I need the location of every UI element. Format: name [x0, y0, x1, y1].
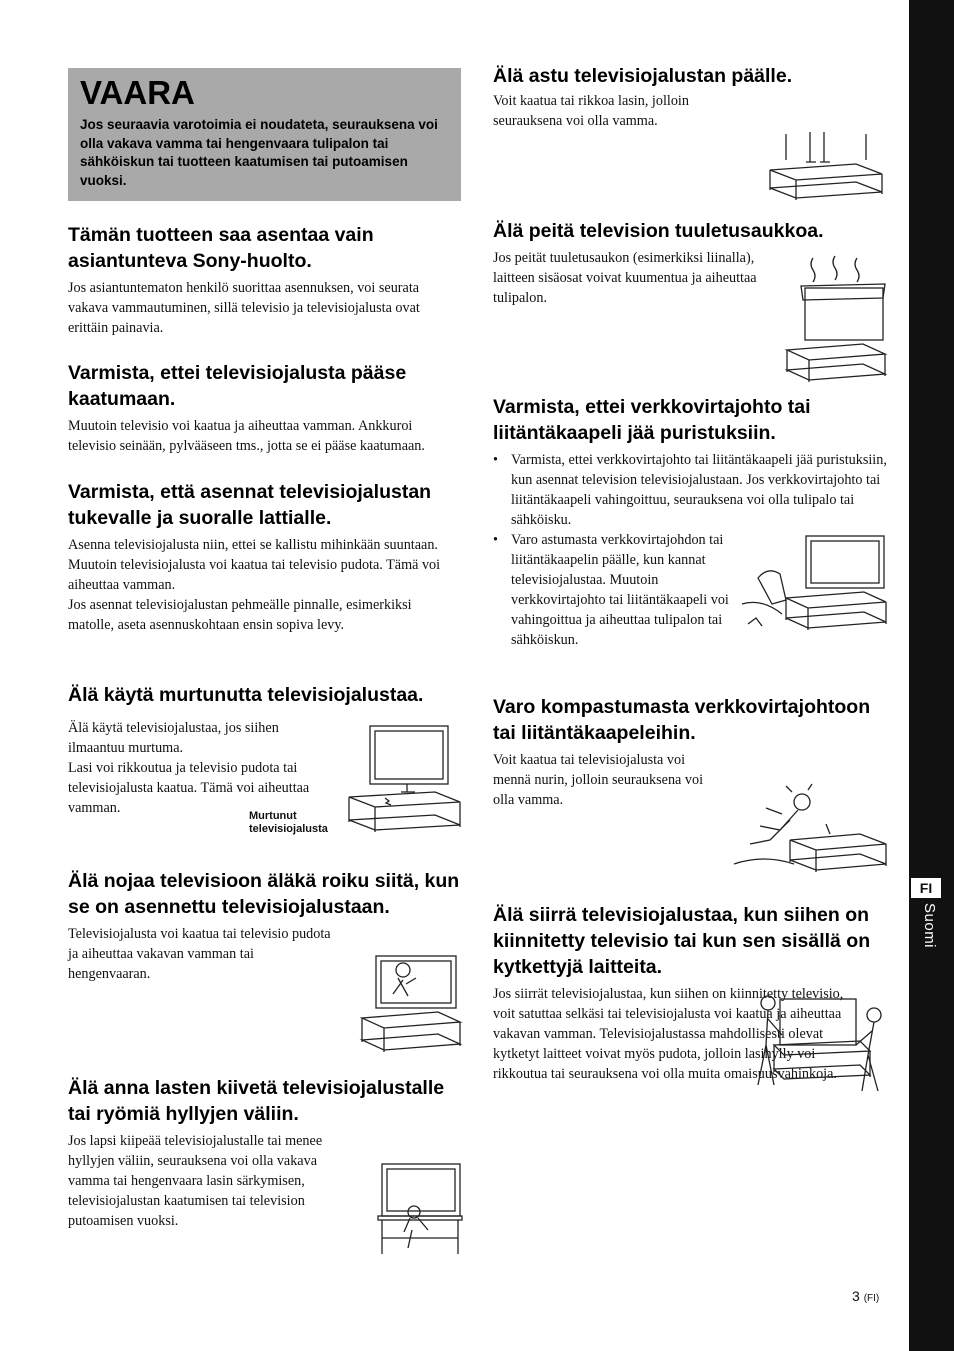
- cracked-stand-caption: Murtunut televisiojalusta: [249, 810, 328, 835]
- section-text: Asenna televisiojalusta niin, ettei se kallistu mihinkään suuntaan. Muutoin televisiojalusta voi kaatua tai televisio pudota. Tämä voi aiheuttaa vamman.: [68, 537, 441, 593]
- moving-stand-illustration: [750, 985, 888, 1100]
- bullet-item: • Varmista, ettei verkkovirtajohto tai liitäntäkaapeli jää puristuksiin, kun asennat television televisiojalustaan. Jos verkkovirtajohto tai liitäntäkaapeli vahingoittuu, seurauksena voi olla tulipalo tai sähköisku.: [493, 450, 888, 530]
- section-heading: Älä peitä television tuuletusaukkoa.: [493, 220, 824, 242]
- section-tipping: [68, 360, 461, 456]
- danger-title: VAARA: [80, 74, 195, 111]
- bullet-item: • Varo astumasta verkkovirtajohdon tai liitäntäkaapelin päälle, kun kannat televisiojalustaa. Muutoin verkkovirtajohto tai liitäntäkaapeli voi vahingoittua ja aiheuttaa tulipalon tai sähköiskun.: [493, 530, 733, 650]
- section-text: Voit kaatua tai rikkoa lasin, jolloin seurauksena voi olla vamma.: [493, 93, 689, 129]
- section-level-floor: [68, 479, 461, 635]
- section-text: Jos asennat televisiojalustan pehmeälle pinnalle, esimerkiksi matolle, aseta asennuskohtaan ensin sopiva levy.: [68, 597, 412, 633]
- section-heading: Älä siirrä televisiojalustaa, kun siihen on kiinnitetty televisio tai kun sen sisällä on kytkettyjä laitteita.: [493, 904, 871, 978]
- section-heading: Varo kompastumasta verkkovirtajohtoon tai liitäntäkaapeleihin.: [493, 696, 871, 744]
- covered-vent-illustration: [783, 250, 888, 385]
- stepping-cable-illustration: [738, 532, 888, 637]
- section-heading: Varmista, ettei verkkovirtajohto tai liitäntäkaapeli jää puristuksiin.: [493, 396, 811, 444]
- section-heading: Tämän tuotteen saa asentaa vain asiantunteva Sony-huolto.: [68, 224, 374, 272]
- climbing-child-illustration: [374, 1160, 464, 1258]
- section-text: Älä käytä televisiojalustaa, jos siihen ilmaantuu murtuma.: [68, 720, 279, 756]
- section-heading: Älä astu televisiojalustan päälle.: [493, 65, 793, 87]
- section-text: Jos asiantuntematon henkilö suorittaa asennuksen, voi seurata vakava vammautuminen, sillä televisio ja televisiojalusta ovat erittäin painavia.: [68, 280, 420, 336]
- section-heading: Älä nojaa televisioon äläkä roiku siitä, kun se on asennettu televisiojalustaan.: [68, 870, 460, 918]
- section-installation: [68, 222, 461, 338]
- section-text: Voit kaatua tai televisiojalusta voi mennä nurin, jolloin seurauksena voi olla vamma.: [493, 752, 704, 808]
- tripping-person-illustration: [730, 780, 888, 875]
- section-no-standing: [493, 63, 888, 131]
- section-text: Muutoin televisio voi kaatua ja aiheuttaa vamman. Ankkuroi televisio seinään, pylvääseen tms., jotta se ei pääse kaatumaan.: [68, 418, 425, 454]
- language-label: Suomi: [921, 903, 938, 949]
- danger-box: [68, 68, 461, 201]
- section-heading: Varmista, ettei televisiojalusta pääse kaatumaan.: [68, 362, 407, 410]
- page-number: 3 (FI): [852, 1288, 880, 1304]
- section-heading: Varmista, että asennat televisiojalustan tukevalle ja suoralle lattialle.: [68, 481, 432, 529]
- language-sidebar: [909, 0, 954, 1351]
- danger-text: Jos seuraavia varotoimia ei noudateta, seurauksena voi olla vakava vamma tai hengenvaara tulipalon tai sähköiskun tai tuotteen kaatumisen tai putoamisen vuoksi.: [80, 117, 438, 188]
- section-text: Lasi voi rikkoutua ja televisio pudota tai televisiojalusta kaatua. Tämä voi aiheuttaa vamman.: [68, 760, 310, 816]
- cracked-stand-illustration: [345, 722, 463, 837]
- section-heading: Älä käytä murtunutta televisiojalustaa.: [68, 684, 424, 706]
- section-text: Jos peität tuuletusaukon (esimerkiksi liinalla), laitteen sisäosat voivat kuumentua ja aiheuttaa tulipalon.: [493, 250, 757, 306]
- leaning-person-illustration: [358, 950, 463, 1058]
- language-code-badge: FI: [911, 878, 941, 898]
- section-text: Jos lapsi kiipeää televisiojalustalle tai menee hyllyjen väliin, seurauksena voi olla vakava vamma tai hengenvaara lasin särkymisen, televisiojalustan kaatumisen tai television putoamisen vuoksi.: [68, 1133, 323, 1229]
- standing-person-illustration: [766, 130, 886, 205]
- section-text: Televisiojalusta voi kaatua tai televisio pudota ja aiheuttaa vakavan vamman tai hengenvaaran.: [68, 926, 331, 982]
- section-text: Jos siirrät televisiojalustaa, kun siihen on kiinnitetty televisio, voit satuttaa selkäsi tai televisiojalusta voi kaatua ja aiheuttaa vakavan vamman. Televisiojalustassa mahdollisesti olevat kytketyt laitteet voivat myös pudota, jolloin lasihylly voi rikkoutua tai seurauksena voi olla muita omaisuusvahinkoja.: [493, 986, 844, 1082]
- section-heading: Älä anna lasten kiivetä televisiojalustalle tai ryömiä hyllyjen väliin.: [68, 1077, 445, 1125]
